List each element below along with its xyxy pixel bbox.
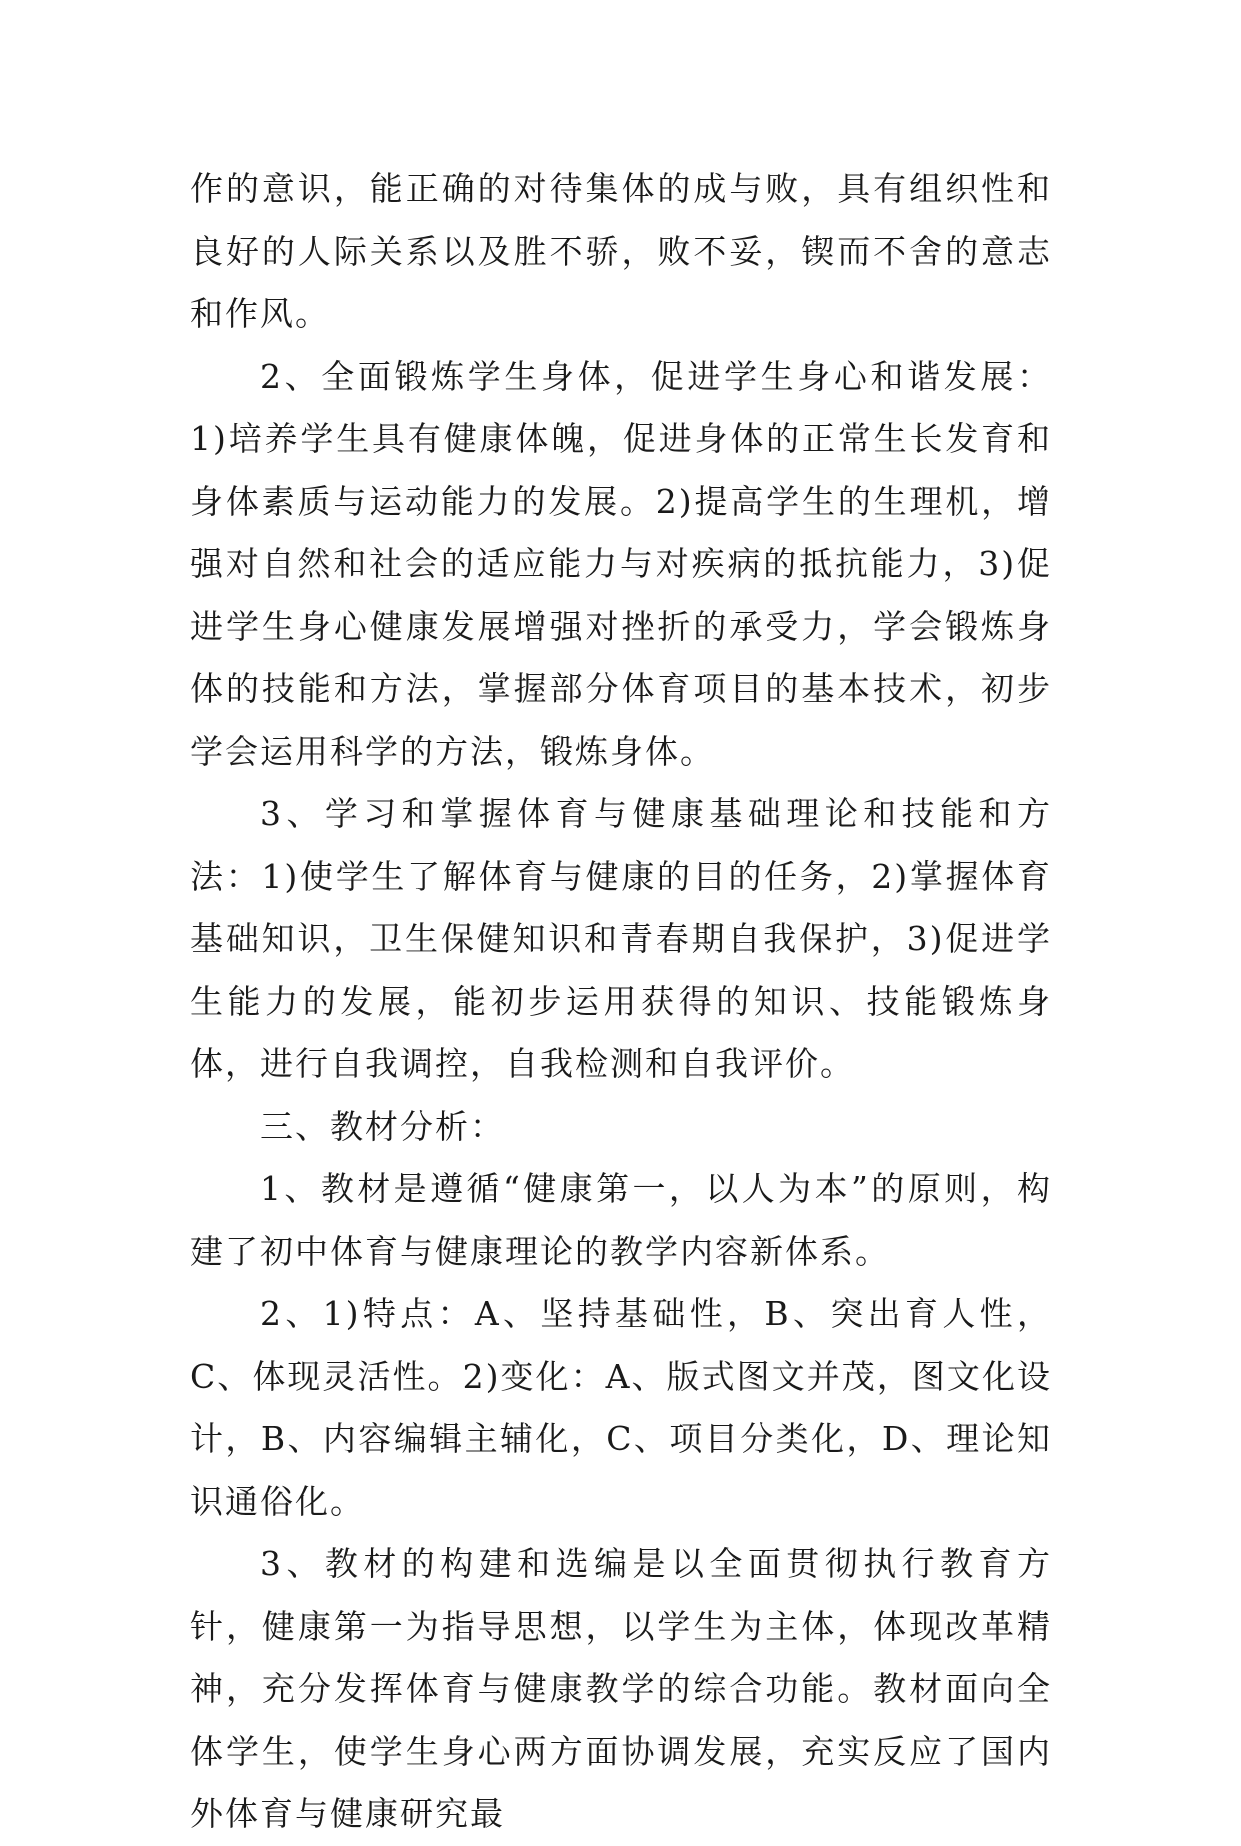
paragraph-7: 3、教材的构建和选编是以全面贯彻执行教育方针，健康第一为指导思想，以学生为主体，体现改革精神，充分发挥体育与健康教学的综合功能。教材面向全体学生，使学生身心两方面协调发展，充实反应了国内外体育与健康研究最: [190, 1544, 1052, 1833]
paragraph-2: 2、全面锻炼学生身体，促进学生身心和谐发展：1)培养学生具有健康体魄，促进身体的正常生长发育和身体素质与运动能力的发展。2)提高学生的生理机，增强对自然和社会的适应能力与对疾病的抵抗能力，3)促进学生身心健康发展增强对挫折的承受力，学会锻炼身体的技能和方法，掌握部分体育项目的基本技术，初步学会运用科学的方法，锻炼身体。: [190, 356, 1052, 771]
paragraph-1: 作的意识，能正确的对待集体的成与败，具有组织性和良好的人际关系以及胜不骄，败不妥，锲而不舍的意志和作风。: [190, 169, 1052, 333]
paragraph-3: 3、学习和掌握体育与健康基础理论和技能和方法：1)使学生了解体育与健康的目的任务，2)掌握体育基础知识，卫生保健知识和青春期自我保护，3)促进学生能力的发展，能初步运用获得的知识、技能锻炼身体，进行自我调控，自我检测和自我评价。: [190, 794, 1052, 1083]
paragraph-6: 2、1)特点：A、坚持基础性，B、突出育人性，C、体现灵活性。2)变化：A、版式图文并茂，图文化设计，B、内容编辑主辅化，C、项目分类化，D、理论知识通俗化。: [190, 1294, 1052, 1521]
section-heading: 三、教材分析：: [260, 1106, 505, 1146]
paragraph-5: 1、教材是遵循“健康第一，以人为本”的原则，构建了初中体育与健康理论的教学内容新体系。: [190, 1169, 1052, 1271]
document-body: [190, 158, 1052, 1846]
